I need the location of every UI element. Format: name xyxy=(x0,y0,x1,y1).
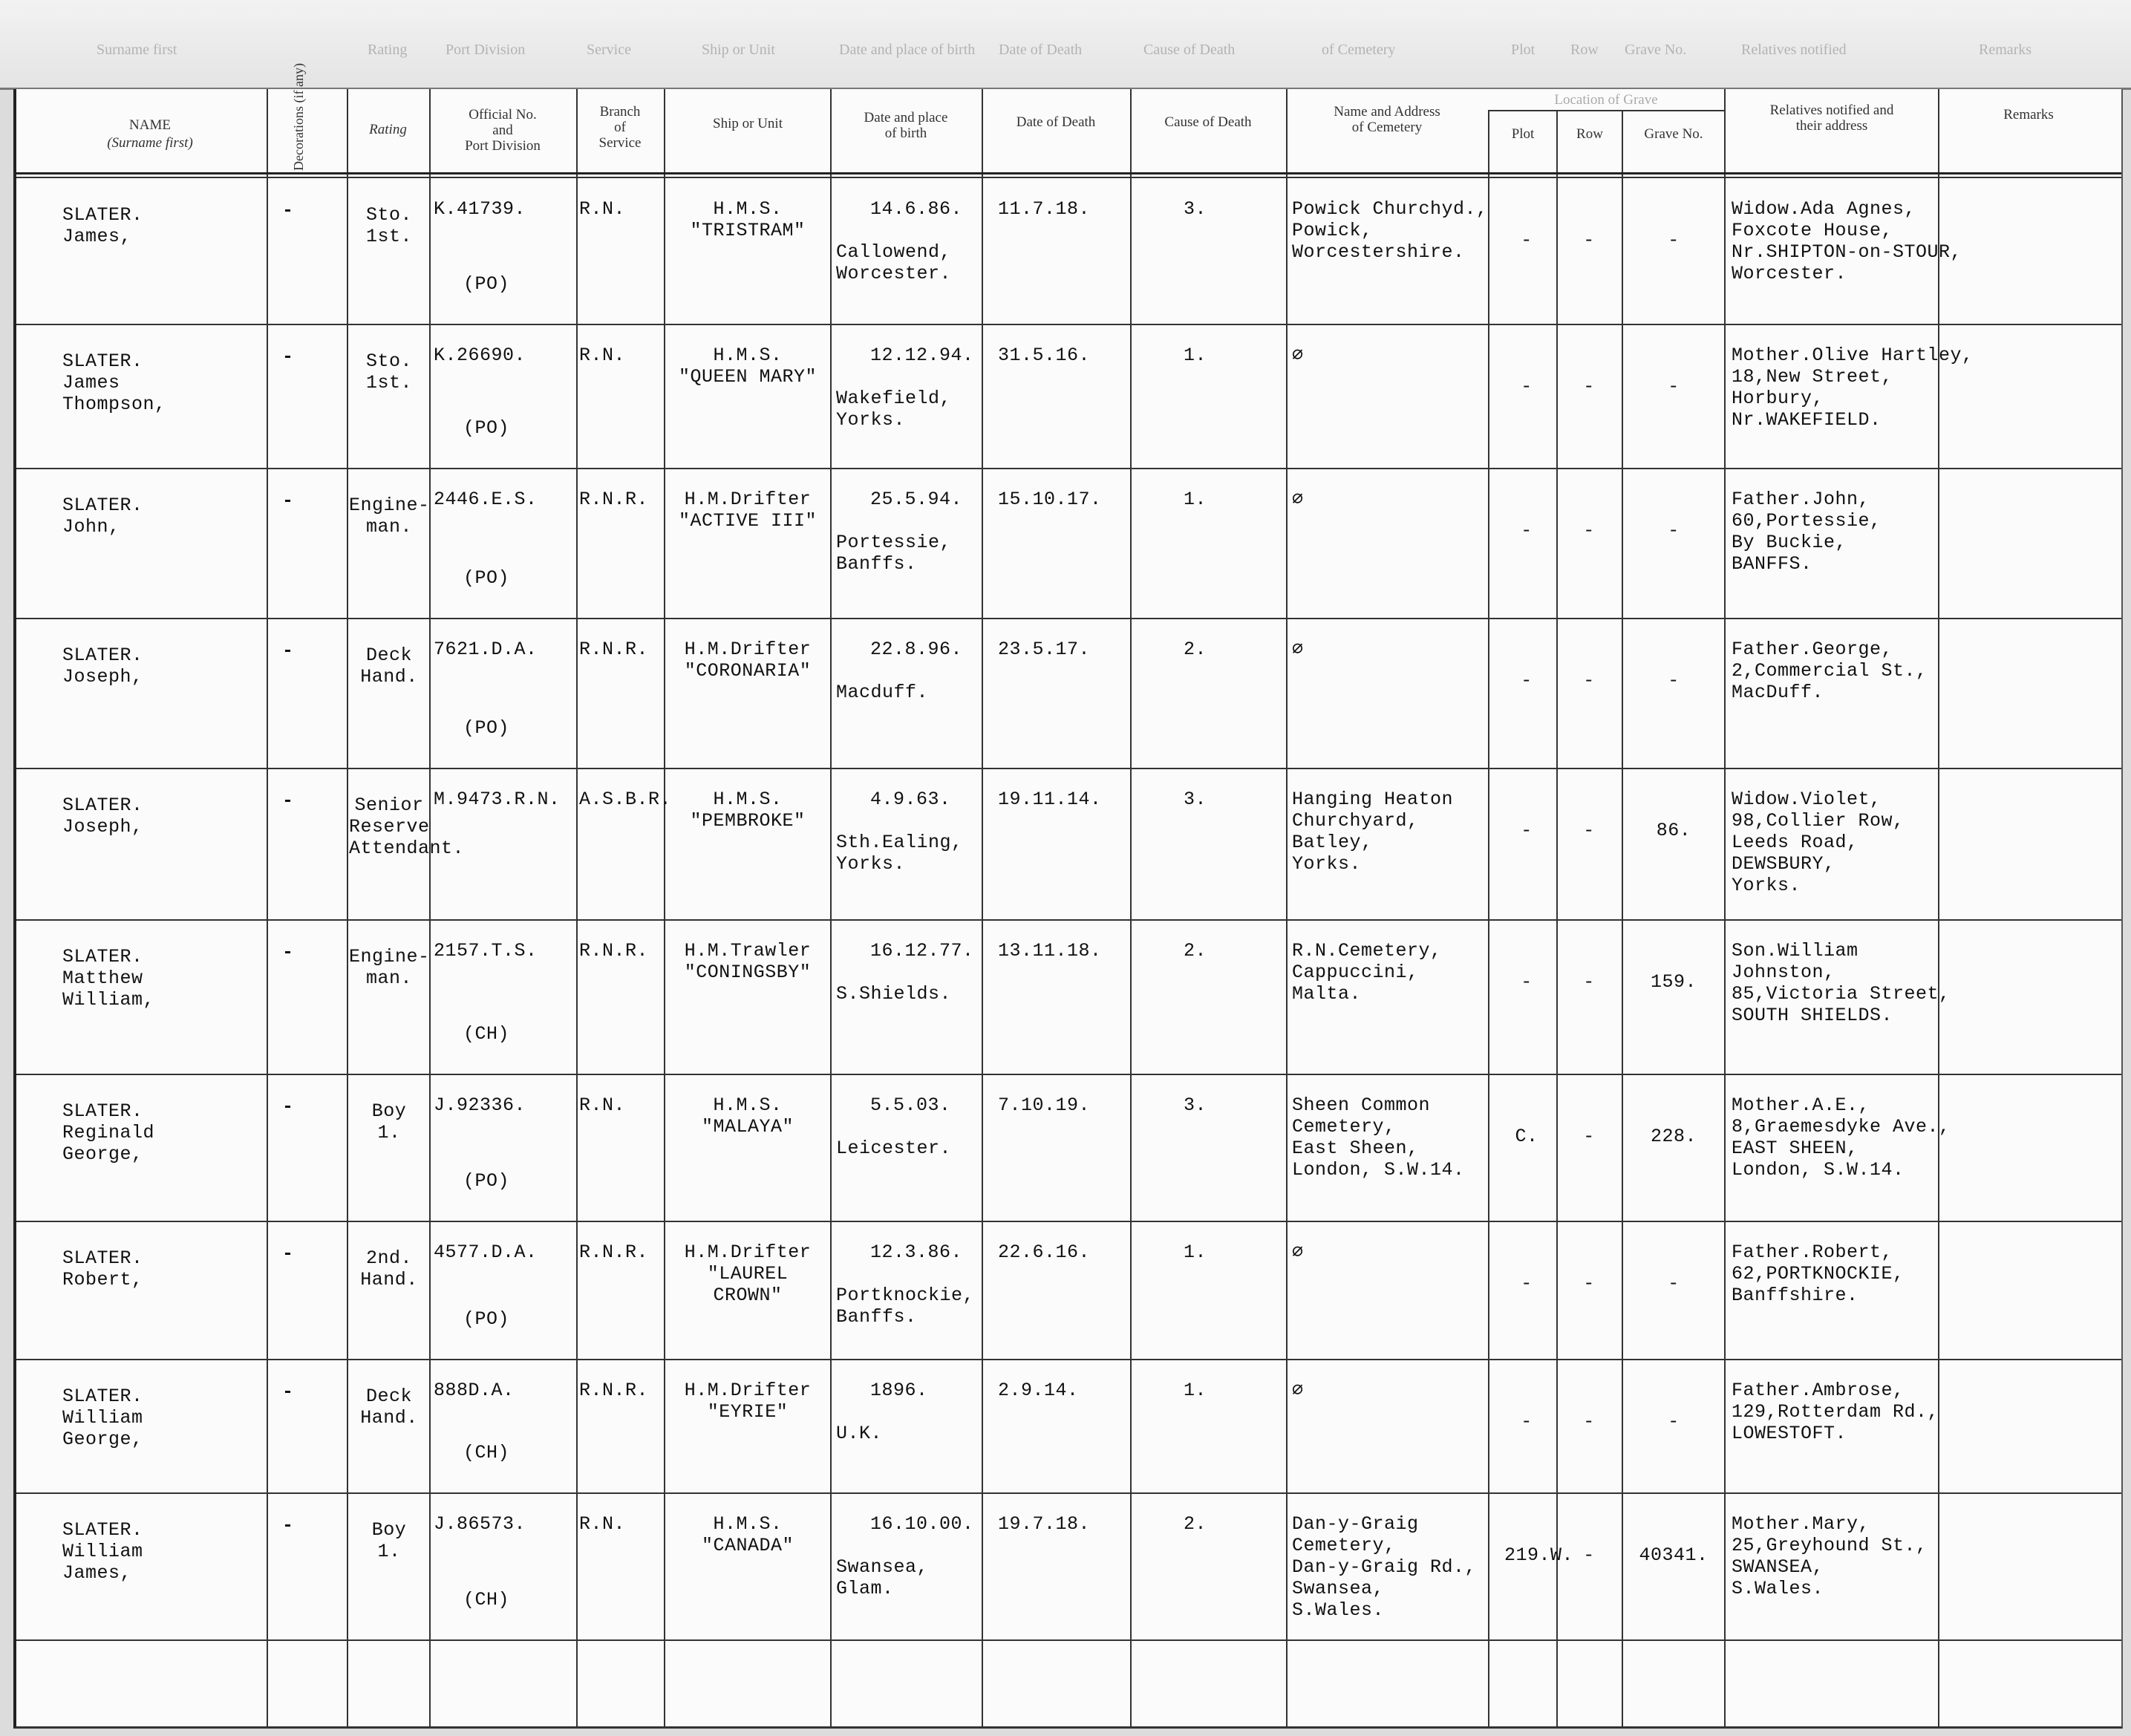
grave-plot: C. xyxy=(1515,1126,1538,1147)
ship-or-unit: H.M.Drifter "CORONARIA" xyxy=(684,639,812,682)
ship-or-unit: H.M.Drifter "ACTIVE III" xyxy=(678,489,818,532)
header-plot: Plot xyxy=(1511,126,1535,142)
register-sheet xyxy=(13,63,2123,1729)
ghost-header-text: Date of Death xyxy=(999,42,1083,58)
grave-row: - xyxy=(1583,520,1595,541)
death-date: 19.11.14. xyxy=(998,789,1102,810)
decoration-mark: - xyxy=(282,1515,294,1536)
death-date: 13.11.18. xyxy=(998,940,1102,962)
official-number: J.86573. xyxy=(434,1513,526,1535)
relatives-notified: Mother.Olive Hartley, 18,New Street, Horbury, Nr.WAKEFIELD. xyxy=(1732,345,1974,431)
cemetery: ∅ xyxy=(1292,345,1304,366)
ghost-header-text: Ship or Unit xyxy=(702,42,775,58)
birth-place: Swansea, Glam. xyxy=(836,1556,929,1599)
birth-date: 14.6.86. xyxy=(870,198,963,220)
ghost-header-text: Rating xyxy=(368,42,408,58)
official-number: J.92336. xyxy=(434,1094,526,1116)
grave-row: - xyxy=(1583,376,1595,397)
grave-plot: - xyxy=(1521,820,1533,841)
official-number: K.26690. xyxy=(434,345,526,366)
birth-place: S.Shields. xyxy=(836,983,952,1005)
decoration-mark: - xyxy=(282,942,294,963)
ship-or-unit: H.M.Drifter "EYRIE" xyxy=(684,1380,812,1423)
port-division: (CH) xyxy=(463,1442,510,1463)
rating: 2nd. Hand. xyxy=(360,1247,418,1290)
birth-place: Leicester. xyxy=(836,1138,952,1159)
grave-row: - xyxy=(1583,670,1595,691)
cemetery: Dan-y-Graig Cemetery, Dan-y-Graig Rd., Swansea, S.Wales. xyxy=(1292,1513,1477,1621)
port-division: (CH) xyxy=(463,1023,510,1045)
register-row xyxy=(16,328,2121,468)
grave-row: - xyxy=(1583,1273,1595,1294)
sailor-name: SLATER. James, xyxy=(62,204,143,247)
rating: Sto. 1st. xyxy=(365,204,412,247)
birth-place: U.K. xyxy=(836,1423,883,1444)
birth-date: 22.8.96. xyxy=(870,639,963,660)
rating: Senior Reserve Attendant. xyxy=(349,794,465,859)
cemetery: ∅ xyxy=(1292,1380,1304,1401)
grave-plot: - xyxy=(1521,670,1533,691)
decoration-mark: - xyxy=(282,790,294,812)
grave-number: 86. xyxy=(1656,820,1691,841)
ghost-header-text: Grave No. xyxy=(1625,42,1687,58)
birth-place: Wakefield, Yorks. xyxy=(836,388,952,431)
birth-date: 25.5.94. xyxy=(870,489,963,510)
birth-place: Macduff. xyxy=(836,682,929,703)
grave-plot: 219.W. xyxy=(1504,1544,1574,1566)
cemetery: Hanging Heaton Churchyard, Batley, Yorks. xyxy=(1292,789,1454,875)
death-date: 2.9.14. xyxy=(998,1380,1079,1401)
relatives-notified: Father.Robert, 62,PORTKNOCKIE, Banffshire. xyxy=(1732,1241,1905,1306)
port-division: (CH) xyxy=(463,1589,510,1611)
grave-row: - xyxy=(1583,971,1595,993)
birth-place: Sth.Ealing, Yorks. xyxy=(836,832,963,875)
register-row xyxy=(16,622,2121,768)
decoration-mark: - xyxy=(282,200,294,221)
relatives-notified: Widow.Ada Agnes, Foxcote House, Nr.SHIPTON-on-STOUR, Worcester. xyxy=(1732,198,1962,284)
grave-number: - xyxy=(1668,376,1680,397)
branch-of-service: R.N.R. xyxy=(579,1241,649,1263)
branch-of-service: R.N. xyxy=(579,1094,626,1116)
grave-plot: - xyxy=(1521,376,1533,397)
birth-place: Callowend, Worcester. xyxy=(836,241,952,284)
branch-of-service: R.N.R. xyxy=(579,639,649,660)
grave-row: - xyxy=(1583,1544,1595,1566)
official-number: K.41739. xyxy=(434,198,526,220)
decoration-mark: - xyxy=(282,1243,294,1265)
death-date: 7.10.19. xyxy=(998,1094,1091,1116)
header-name-sub: (Surname first) xyxy=(107,135,193,151)
ship-or-unit: H.M.S. "TRISTRAM" xyxy=(690,198,806,241)
grave-plot: - xyxy=(1521,229,1533,251)
birth-date: 16.12.77. xyxy=(870,940,974,962)
rating: Deck Hand. xyxy=(360,645,418,688)
sailor-name: SLATER. Joseph, xyxy=(62,794,143,838)
cause-of-death: 1. xyxy=(1184,1241,1207,1263)
grave-number: - xyxy=(1668,1273,1680,1294)
grave-row: - xyxy=(1583,1126,1595,1147)
ship-or-unit: H.M.S. "CANADA" xyxy=(701,1513,794,1556)
birth-date: 5.5.03. xyxy=(870,1094,951,1116)
branch-of-service: R.N.R. xyxy=(579,489,649,510)
grave-number: - xyxy=(1668,670,1680,691)
ship-or-unit: H.M.S. "MALAYA" xyxy=(701,1094,794,1138)
register-row xyxy=(16,1363,2121,1492)
relatives-notified: Father.John, 60,Portessie, By Buckie, BANFFS. xyxy=(1732,489,1882,575)
grave-row: - xyxy=(1583,229,1595,251)
relatives-notified: Mother.A.E., 8,Graemesdyke Ave., EAST SHEEN, London, S.W.14. xyxy=(1732,1094,1951,1181)
grave-number: - xyxy=(1668,1411,1680,1432)
relatives-notified: Father.Ambrose, 129,Rotterdam Rd., LOWESTOFT. xyxy=(1732,1380,1939,1444)
header-cause: Cause of Death xyxy=(1164,114,1252,130)
ship-or-unit: H.M.Drifter "LAUREL CROWN" xyxy=(684,1241,812,1306)
decoration-mark: - xyxy=(282,640,294,662)
header-row: Row xyxy=(1576,126,1603,142)
cause-of-death: 3. xyxy=(1184,789,1207,810)
cause-of-death: 2. xyxy=(1184,1513,1207,1535)
ship-or-unit: H.M.S. "QUEEN MARY" xyxy=(678,345,818,388)
port-division: (PO) xyxy=(463,417,510,439)
cemetery: Sheen Common Cemetery, East Sheen, London, S.W.14. xyxy=(1292,1094,1465,1181)
decoration-mark: - xyxy=(282,1096,294,1117)
death-date: 11.7.18. xyxy=(998,198,1091,220)
ghost-header-text: Plot xyxy=(1511,42,1536,58)
header-grave-no: Grave No. xyxy=(1644,126,1703,142)
register-row xyxy=(16,182,2121,324)
sailor-name: SLATER. William James, xyxy=(62,1519,143,1584)
cemetery: R.N.Cemetery, Cappuccini, Malta. xyxy=(1292,940,1442,1005)
official-number: 2446.E.S. xyxy=(434,489,538,510)
relatives-notified: Son.William Johnston, 85,Victoria Street, SOUTH SHIELDS. xyxy=(1732,940,1951,1026)
official-number: 2157.T.S. xyxy=(434,940,538,962)
official-number: M.9473.R.N. xyxy=(434,789,561,810)
header-birth: Date and place of birth xyxy=(864,110,948,141)
grave-plot: - xyxy=(1521,1411,1533,1432)
ghost-header-text: Service xyxy=(587,42,631,58)
cemetery: ∅ xyxy=(1292,1241,1304,1263)
branch-of-service: A.S.B.R. xyxy=(579,789,672,810)
grave-row: - xyxy=(1583,820,1595,841)
grave-number: 228. xyxy=(1650,1126,1697,1147)
rating: Sto. 1st. xyxy=(365,350,412,394)
relatives-notified: Mother.Mary, 25,Greyhound St., SWANSEA, S.Wales. xyxy=(1732,1513,1928,1599)
ghost-header-text: Relatives notified xyxy=(1741,42,1847,58)
cause-of-death: 2. xyxy=(1184,940,1207,962)
grave-number: - xyxy=(1668,229,1680,251)
rating: Boy 1. xyxy=(371,1100,407,1143)
ship-or-unit: H.M.Trawler "CONINGSBY" xyxy=(684,940,812,983)
birth-place: Portknockie, Banffs. xyxy=(836,1285,975,1328)
sailor-name: SLATER. Joseph, xyxy=(62,645,143,688)
header-ship: Ship or Unit xyxy=(713,116,783,131)
cause-of-death: 1. xyxy=(1184,1380,1207,1401)
birth-date: 16.10.00. xyxy=(870,1513,974,1535)
relatives-notified: Father.George, 2,Commercial St., MacDuff. xyxy=(1732,639,1928,703)
rating: Boy 1. xyxy=(371,1519,407,1562)
previous-page-strip xyxy=(0,0,2131,90)
port-division: (PO) xyxy=(463,1308,510,1330)
sailor-name: SLATER. Reginald George, xyxy=(62,1100,155,1165)
branch-of-service: R.N. xyxy=(579,198,626,220)
sailor-name: SLATER. William George, xyxy=(62,1386,143,1450)
branch-of-service: R.N.R. xyxy=(579,1380,649,1401)
cemetery: ∅ xyxy=(1292,489,1304,510)
branch-of-service: R.N. xyxy=(579,1513,626,1535)
grave-number: 40341. xyxy=(1639,1544,1709,1566)
register-row xyxy=(16,924,2121,1074)
rating: Engine- man. xyxy=(349,495,430,538)
header-name: NAME xyxy=(129,117,171,133)
ghost-header-text: Port Division xyxy=(446,42,526,58)
ghost-header-text: Cause of Death xyxy=(1143,42,1236,58)
ghost-header-text: Date and place of birth xyxy=(839,42,976,58)
header-remarks: Remarks xyxy=(2003,107,2054,123)
death-date: 15.10.17. xyxy=(998,489,1102,510)
sailor-name: SLATER. James Thompson, xyxy=(62,350,166,415)
cause-of-death: 3. xyxy=(1184,198,1207,220)
rating: Engine- man. xyxy=(349,946,430,989)
cause-of-death: 1. xyxy=(1184,345,1207,366)
ghost-header-text: of Cemetery xyxy=(1322,42,1396,58)
death-date: 31.5.16. xyxy=(998,345,1091,366)
cause-of-death: 3. xyxy=(1184,1094,1207,1116)
ghost-header-text: Remarks xyxy=(1979,42,2032,58)
header-official-no: Official No. and Port Division xyxy=(465,107,541,154)
grave-plot: - xyxy=(1521,1273,1533,1294)
birth-date: 1896. xyxy=(870,1380,928,1401)
birth-place: Portessie, Banffs. xyxy=(836,532,952,575)
sailor-name: SLATER. John, xyxy=(62,495,143,538)
cemetery: ∅ xyxy=(1292,639,1304,660)
official-number: 4577.D.A. xyxy=(434,1241,538,1263)
header-cemetery: Name and Address of Cemetery xyxy=(1334,104,1440,135)
cemetery: Powick Churchyd., Powick, Worcestershire. xyxy=(1292,198,1488,263)
ghost-header-text: Surname first xyxy=(97,42,177,58)
birth-date: 12.3.86. xyxy=(870,1241,963,1263)
register-row xyxy=(16,472,2121,618)
official-number: 7621.D.A. xyxy=(434,639,538,660)
branch-of-service: R.N.R. xyxy=(579,940,649,962)
register-row xyxy=(16,1225,2121,1359)
port-division: (PO) xyxy=(463,567,510,589)
grave-number: 159. xyxy=(1650,971,1697,993)
official-number: 888D.A. xyxy=(434,1380,515,1401)
decoration-mark: - xyxy=(282,1381,294,1403)
grave-plot: - xyxy=(1521,971,1533,993)
header-relatives: Relatives notified and their address xyxy=(1769,102,1894,134)
birth-date: 4.9.63. xyxy=(870,789,951,810)
death-date: 19.7.18. xyxy=(998,1513,1091,1535)
port-division: (PO) xyxy=(463,717,510,739)
rating: Deck Hand. xyxy=(360,1386,418,1429)
header-branch: Branch of Service xyxy=(598,104,642,151)
register-row xyxy=(16,772,2121,919)
cause-of-death: 1. xyxy=(1184,489,1207,510)
register-row xyxy=(16,1497,2121,1639)
decoration-mark: - xyxy=(282,346,294,368)
sailor-name: SLATER. Robert, xyxy=(62,1247,143,1290)
port-division: (PO) xyxy=(463,273,510,295)
grave-row: - xyxy=(1583,1411,1595,1432)
birth-date: 12.12.94. xyxy=(870,345,974,366)
header-decoration: Decorations (if any) xyxy=(291,63,306,171)
register-row xyxy=(16,1078,2121,1221)
ghost-header-text: Row xyxy=(1570,42,1599,58)
grave-number: - xyxy=(1668,520,1680,541)
ship-or-unit: H.M.S. "PEMBROKE" xyxy=(690,789,806,832)
header-rating: Rating xyxy=(369,122,407,137)
branch-of-service: R.N. xyxy=(579,345,626,366)
death-date: 22.6.16. xyxy=(998,1241,1091,1263)
port-division: (PO) xyxy=(463,1170,510,1192)
header-death-date: Date of Death xyxy=(1016,114,1096,130)
sailor-name: SLATER. Matthew William, xyxy=(62,946,155,1011)
decoration-mark: - xyxy=(282,490,294,512)
relatives-notified: Widow.Violet, 98,Collier Row, Leeds Road, DEWSBURY, Yorks. xyxy=(1732,789,1905,896)
death-date: 23.5.17. xyxy=(998,639,1091,660)
header-location: Location of Grave xyxy=(1554,92,1658,108)
cause-of-death: 2. xyxy=(1184,639,1207,660)
grave-plot: - xyxy=(1521,520,1533,541)
